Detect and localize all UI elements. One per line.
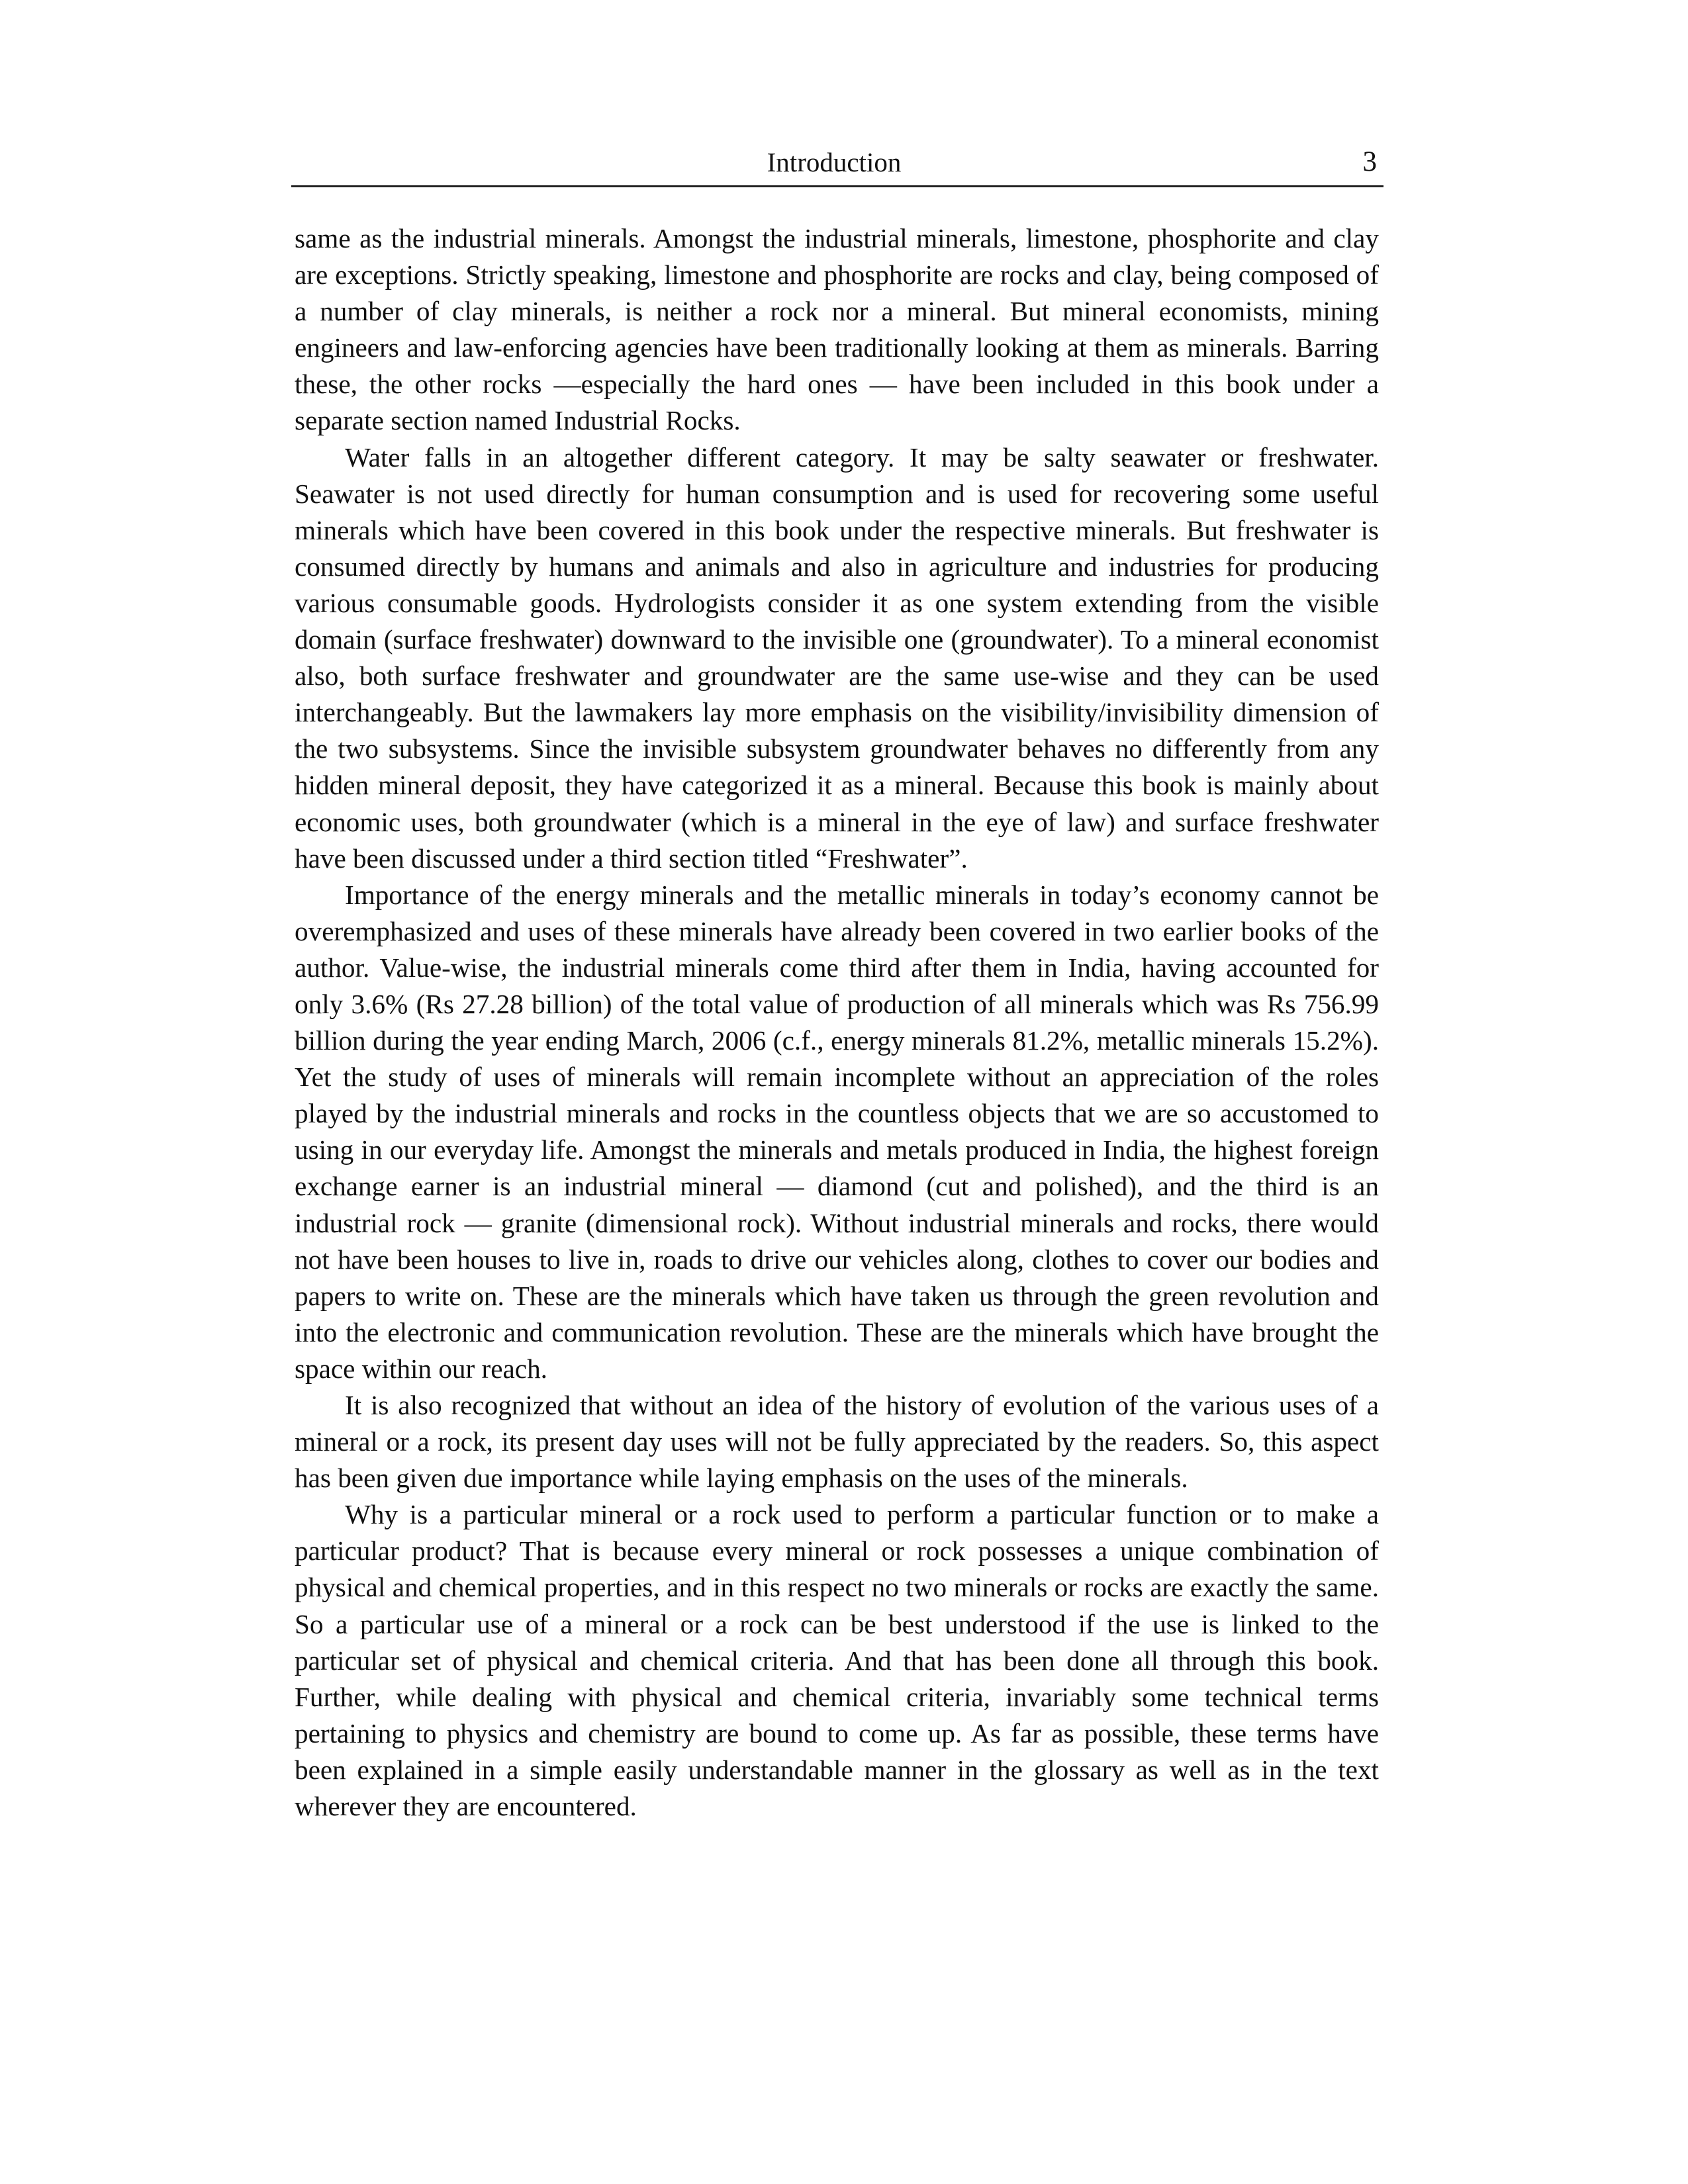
page-number-underline bbox=[1365, 185, 1383, 187]
body-text bbox=[295, 220, 1379, 1825]
paragraph-water: Water falls in an altogether different category. It may be salty seawater or freshwater. Seawater is not used directly for human consumption and is used for recovering some useful minerals which have been covered in this book under the respective minerals. But freshwater is consumed directly by humans and animals and also in agriculture and industries for producing various consumable goods. Hydrologists consider it as one system extending from the visible domain (surface freshwater) downward to the invisible one (groundwater). To a mineral economist also, both surface freshwater and groundwater are the same use-wise and they can be used interchangeably. But the lawmakers lay more emphasis on the visibility/invisibility dimension of the two subsystems. Since the invisible subsystem groundwater behaves no differently from any hidden mineral deposit, they have categorized it as a mineral. Because this book is mainly about economic uses, both groundwater (which is a mineral in the eye of law) and surface freshwater have been discussed under a third section titled “Freshwater”. bbox=[295, 441, 1379, 874]
paragraph-continuation: same as the industrial minerals. Amongst the industrial minerals, limestone, phosphorite and clay are exceptions. Strictly speaking, limestone and phosphorite are rocks and clay, being composed of a number of clay minerals, is neither a rock nor a mineral. But mineral economists, mining engineers and law-enforcing agencies have been traditionally looking at them as minerals. Barring these, the other rocks —especially the hard ones — have been included in this book under a separate section named Industrial Rocks. bbox=[295, 223, 1379, 436]
paragraph-history: It is also recognized that without an idea of the history of evolution of the various uses of a mineral or a rock, its present day uses will not be fully appreciated by the readers. So, this aspect has been given due importance while laying emphasis on the uses of the minerals. bbox=[295, 1390, 1379, 1494]
page-number: 3 bbox=[1362, 146, 1377, 177]
paragraph-importance: Importance of the energy minerals and the metallic minerals in today’s economy cannot be overemphasized and uses of these minerals have already been covered in two earlier books of the author. Value-wise, the industrial minerals come third after them in India, having accounted for only 3.6% (Rs 27.28 billion) of the total value of production of all minerals which was Rs 756.99 billion during the year ending March, 2006 (c.f., energy minerals 81.2%, metallic minerals 15.2%). Yet the study of uses of minerals will remain incomplete without an appreciation of the roles played by the industrial minerals and rocks in the countless objects that we are so accustomed to using in our everyday life. Amongst the minerals and metals produced in India, the highest foreign exchange earner is an industrial mineral — diamond (cut and polished), and the third is an industrial rock — granite (dimensional rock). Without industrial minerals and rocks, there would not have been houses to live in, roads to drive our vehicles along, clothes to cover our bodies and papers to write on. These are the minerals which have taken us through the green revolution and into the electronic and communication revolution. These are the minerals which have brought the space within our reach. bbox=[295, 879, 1379, 1384]
chapter-title: Introduction bbox=[767, 147, 902, 177]
running-head bbox=[291, 139, 1377, 187]
paragraph-properties: Why is a particular mineral or a rock used to perform a particular function or to make a particular product? That is because every mineral or rock possesses a unique combination of physical and chemical properties, and in this respect no two minerals or rocks are exactly the same. So a particular use of a mineral or a rock can be best understood if the use is linked to the particular set of physical and chemical criteria. And that has been done all through this book. Further, while dealing with physical and chemical criteria, invariably some technical terms pertaining to physics and chemistry are bound to come up. As far as possible, these terms have been explained in a simple easily understandable manner in the glossary as well as in the text wherever they are encountered. bbox=[295, 1499, 1379, 1822]
